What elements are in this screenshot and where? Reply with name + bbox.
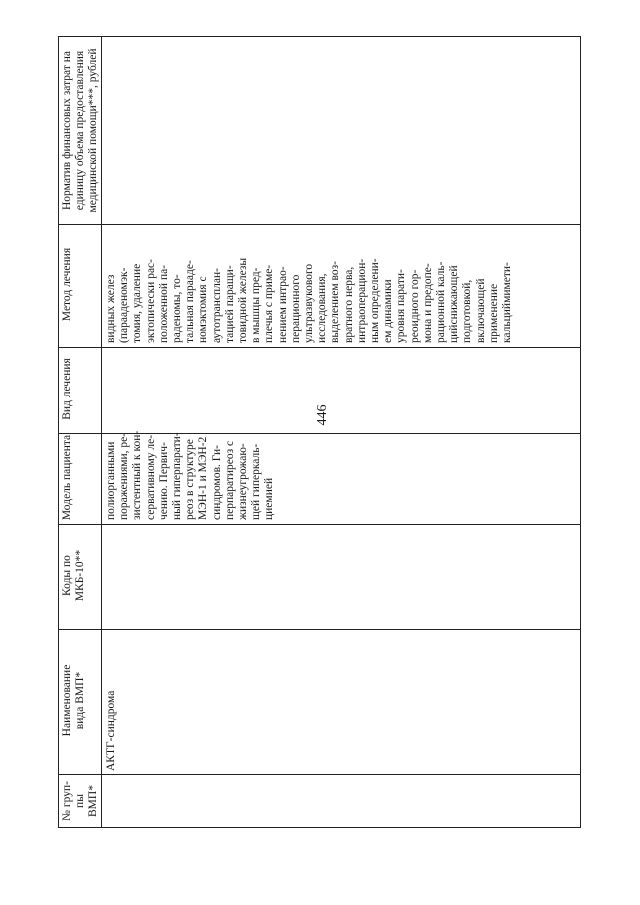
- header-treatment-type: Вид лечения: [61, 358, 73, 420]
- treatment-method-line: реоидного гор-: [408, 269, 421, 343]
- patient-model-line: циемией: [263, 477, 276, 520]
- patient-model-line: синдромов. Ги-: [210, 445, 223, 520]
- treatment-method-line: томия, удаление: [131, 263, 144, 343]
- patient-model-line: зистентный к кон-: [131, 430, 144, 520]
- header-group-no: № груп- пы ВМП*: [61, 781, 100, 821]
- treatment-method-line: тацией паращи-: [223, 265, 236, 343]
- treatment-method-line: ным определени-: [369, 258, 382, 343]
- cell-vmp-name: АКТГ-синдрома: [105, 690, 117, 771]
- treatment-method-line: подготовкой,: [461, 279, 474, 343]
- header-financial-norm: Норматив финансовых затрат на единицу объема предоставления медицинской помощи***, рублей: [61, 48, 100, 213]
- treatment-method-line: перационного: [289, 274, 302, 343]
- treatment-method-line: применение: [487, 283, 500, 343]
- patient-model-line: реоз в структуре: [184, 439, 197, 520]
- treatment-method-line: рационной каль-: [435, 261, 448, 343]
- treatment-method-line: видных желез: [105, 274, 117, 343]
- treatment-method-line: в мышцы пред-: [250, 267, 263, 343]
- treatment-table: [58, 36, 581, 828]
- patient-model-line: перпаратиреоз с: [223, 440, 236, 520]
- treatment-method-line: уровня парати-: [395, 269, 408, 343]
- treatment-method-line: эктопически рас-: [144, 259, 157, 343]
- treatment-method-line: плечья с приме-: [263, 264, 276, 343]
- treatment-method-line: товидной железы: [237, 257, 250, 343]
- treatment-method-line: исследования,: [316, 273, 329, 343]
- treatment-method-line: мона и предопе-: [421, 263, 434, 343]
- page-number: 446: [315, 404, 330, 426]
- treatment-method-line: ультразвукового: [303, 263, 316, 343]
- treatment-method-line: ем динамики: [382, 279, 395, 343]
- header-divider: [101, 37, 102, 827]
- treatment-method-line: нением интрао-: [276, 266, 289, 343]
- column-divider: [59, 774, 580, 775]
- treatment-method-line: цийснижающей: [448, 265, 461, 343]
- header-icd-codes: Коды по МКБ-10**: [61, 549, 87, 602]
- treatment-method-line: (парааденомэк-: [118, 267, 131, 343]
- treatment-method-line: номэктомия с: [197, 276, 210, 343]
- column-divider: [59, 347, 580, 348]
- patient-model-line: щей гиперкаль-: [250, 443, 263, 520]
- treatment-method-line: интраоперацион-: [355, 258, 368, 343]
- header-treatment-method: Метод лечения: [61, 247, 73, 322]
- treatment-method-line: раденомы, то-: [171, 274, 184, 343]
- column-divider: [59, 524, 580, 525]
- treatment-method-line: вратного нерва,: [342, 266, 355, 343]
- patient-model-line: сервативному ле-: [144, 434, 157, 520]
- header-patient-model: Модель пациента: [61, 434, 73, 521]
- treatment-method-line: выделением воз-: [329, 261, 342, 343]
- cell-patient-model: [105, 430, 277, 520]
- treatment-method-line: положенной па-: [157, 264, 170, 343]
- treatment-method-line: тальная парааде-: [184, 260, 197, 343]
- header-vmp-name: Наименование вида ВМП*: [61, 664, 87, 737]
- patient-model-line: ный гиперпарати-: [171, 432, 184, 520]
- patient-model-line: жизнеугрожаю-: [237, 443, 250, 520]
- patient-model-line: поражениями, ре-: [118, 432, 131, 520]
- cell-treatment-method: [105, 225, 514, 343]
- treatment-method-line: кальциймимети-: [501, 262, 514, 343]
- patient-model-line: полиорганными: [105, 441, 117, 520]
- column-divider: [59, 629, 580, 630]
- patient-model-line: чению. Первич-: [157, 442, 170, 520]
- treatment-method-line: аутотрансплан-: [210, 267, 223, 343]
- treatment-method-line: включающей: [474, 278, 487, 343]
- patient-model-line: МЭН-1 и МЭН-2: [197, 436, 210, 520]
